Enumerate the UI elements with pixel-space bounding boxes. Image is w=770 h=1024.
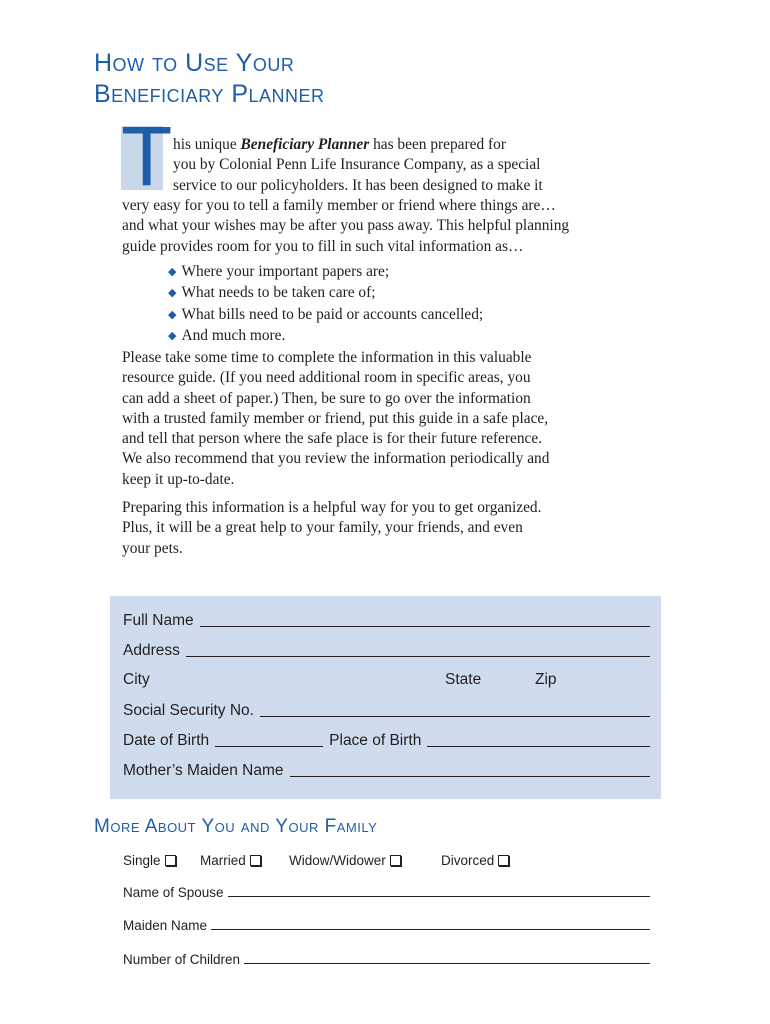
- married-checkbox[interactable]: [250, 855, 261, 866]
- spouse-row: [123, 882, 650, 900]
- paragraph-line: Please take some time to complete the information in this valuable: [122, 349, 532, 366]
- spouse-label: Name of Spouse: [123, 885, 224, 900]
- title-line-2: Beneficiary Planner: [94, 80, 325, 108]
- divorced-option[interactable]: [441, 853, 509, 868]
- drop-cap: T: [121, 109, 173, 203]
- maiden-name-field[interactable]: [211, 929, 650, 930]
- widow-checkbox[interactable]: [390, 855, 401, 866]
- place-of-birth-label: Place of Birth: [329, 732, 422, 749]
- married-option[interactable]: [200, 853, 261, 868]
- widow-label: Widow/Widower: [289, 853, 386, 868]
- ssn-row: [123, 700, 650, 720]
- ssn-field[interactable]: [260, 716, 650, 717]
- page-title: [94, 48, 694, 110]
- intro-line-4: very easy for you to tell a family member or friend where things are…: [122, 197, 556, 214]
- dob-label: Date of Birth: [123, 732, 210, 749]
- address-label: Address: [123, 642, 180, 659]
- planner-emphasis: Beneficiary Planner: [240, 136, 370, 153]
- divorced-label: Divorced: [441, 853, 495, 868]
- full-name-label: Full Name: [123, 612, 194, 629]
- intro-line-5: and what your wishes may be after you pass away. This helpful planning: [122, 217, 570, 235]
- diamond-bullet-icon: ◆: [168, 329, 177, 342]
- bullet-list: [168, 262, 483, 347]
- zip-label: Zip: [535, 671, 557, 688]
- intro-paragraph-top: [173, 135, 543, 196]
- address-row: [123, 640, 650, 660]
- paragraph-line: We also recommend that you review the information periodically and: [122, 450, 550, 468]
- state-label: State: [445, 671, 482, 688]
- list-item: ◆ What needs to be taken care of;: [168, 284, 376, 302]
- mothers-maiden-row: [123, 760, 650, 780]
- full-name-row: [123, 610, 650, 630]
- paragraph-line: with a trusted family member or friend, put this guide in a safe place,: [122, 409, 549, 427]
- paragraph-line: keep it up-to-date.: [122, 470, 235, 488]
- full-name-field[interactable]: [200, 626, 650, 627]
- single-label: Single: [123, 853, 161, 868]
- list-item: ◆ What bills need to be paid or accounts cancelled;: [168, 305, 484, 323]
- family-section-heading: More About You and Your Family: [94, 816, 378, 837]
- single-checkbox[interactable]: [165, 855, 176, 866]
- instructions-paragraph: [122, 348, 549, 490]
- city-state-zip-row: [123, 671, 650, 691]
- birth-row: [123, 730, 650, 750]
- title-line-1: How to Use Your: [94, 49, 295, 77]
- dob-field[interactable]: [215, 746, 323, 747]
- paragraph-line: your pets.: [122, 539, 183, 557]
- maiden-name-label: Maiden Name: [123, 918, 208, 933]
- children-field[interactable]: [244, 963, 650, 964]
- intro-line-3: service to our policyholders. It has been designed to make it: [173, 176, 543, 194]
- spouse-field[interactable]: [228, 896, 650, 897]
- list-item: ◆ And much more.: [168, 326, 286, 344]
- address-field[interactable]: [186, 656, 650, 657]
- divorced-checkbox[interactable]: [498, 855, 509, 866]
- intro-paragraph-bottom: [122, 196, 569, 257]
- single-option[interactable]: [123, 853, 176, 868]
- mothers-maiden-field[interactable]: [290, 776, 650, 777]
- diamond-bullet-icon: ◆: [168, 308, 177, 321]
- paragraph-line: resource guide. (If you need additional room in specific areas, you: [122, 369, 531, 387]
- mothers-maiden-label: Mother’s Maiden Name: [123, 762, 284, 779]
- intro-line-1: his unique Beneficiary Planner has been prepared for: [173, 136, 506, 153]
- intro-line-2: you by Colonial Penn Life Insurance Company, as a special: [173, 156, 541, 174]
- paragraph-line: Preparing this information is a helpful way for you to get organized.: [122, 499, 542, 516]
- city-label: City: [123, 671, 150, 688]
- diamond-bullet-icon: ◆: [168, 287, 177, 300]
- paragraph-line: can add a sheet of paper.) Then, be sure to go over the information: [122, 389, 531, 407]
- paragraph-line: Plus, it will be a great help to your family, your friends, and even: [122, 519, 523, 537]
- paragraph-line: and tell that person where the safe place is for their future reference.: [122, 430, 543, 448]
- list-item: ◆ Where your important papers are;: [168, 263, 390, 280]
- closing-paragraph: [122, 498, 541, 559]
- children-row: [123, 949, 650, 967]
- ssn-label: Social Security No.: [123, 702, 254, 719]
- intro-line-6: guide provides room for you to fill in such vital information as…: [122, 237, 524, 255]
- married-label: Married: [200, 853, 246, 868]
- maiden-name-row: [123, 915, 650, 933]
- children-label: Number of Children: [123, 952, 241, 967]
- diamond-bullet-icon: ◆: [168, 266, 177, 278]
- place-of-birth-field[interactable]: [427, 746, 650, 747]
- widow-option[interactable]: [289, 853, 401, 868]
